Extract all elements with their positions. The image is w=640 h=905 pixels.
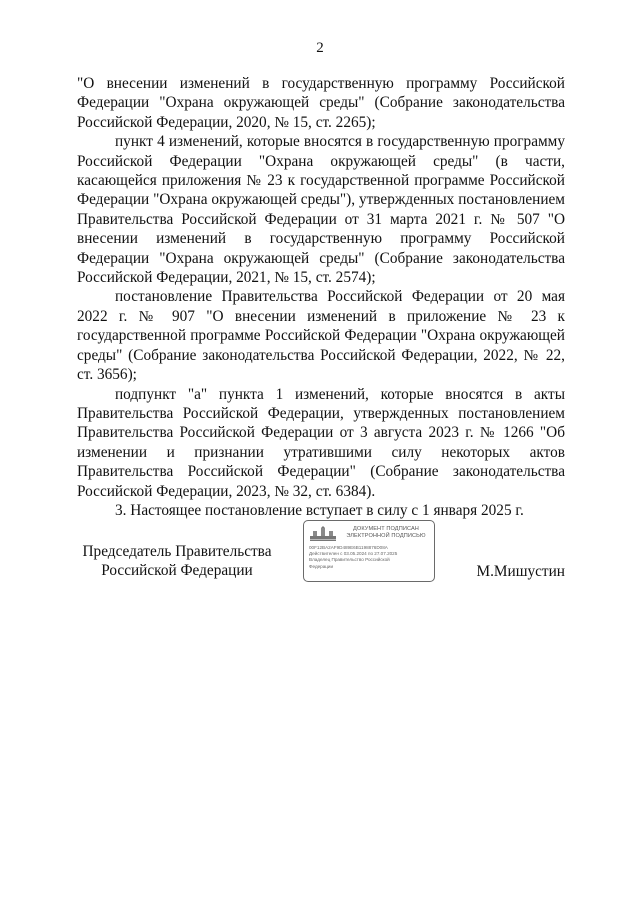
stamp-certificate-serial: 00F12BA2AF9D489E6B1198876D08A — [309, 545, 388, 550]
government-emblem-icon — [309, 526, 337, 542]
signatory-position-line-1: Председатель Правительства — [82, 543, 272, 560]
stamp-validity-period: Действителен с 03.05.2024 по 27.07.2025 — [309, 551, 398, 557]
electronic-signature-stamp — [303, 520, 435, 582]
page-number: 2 — [316, 40, 324, 56]
paragraph-5: 3. Настоящее постановление вступает в силу с 1 января 2025 г. — [115, 501, 524, 519]
stamp-title-line-1: ДОКУМЕНТ ПОДПИСАН — [353, 526, 419, 532]
stamp-title — [340, 526, 432, 540]
stamp-owner-line-2: Федерации — [309, 563, 334, 569]
signatory-position — [77, 542, 277, 581]
paragraph-4: подпункт "а" пункта 1 изменений, которые вносятся в акты Правительства Российской Федерации, утвержденных постановлением Правительства Российской Федерации от 3 августа 2023 г. № 1266 "Об изменении и признании утратившими силу некоторых актов Правительства Российской Федерации" (Собрание законодательства Российской Федерации, 2023, № 32, ст. 6384). — [77, 385, 565, 500]
stamp-certificate-details — [309, 545, 433, 570]
stamp-owner-line-1: Владелец Правительство Российской — [309, 557, 390, 563]
stamp-title-line-2: ЭЛЕКТРОННОЙ ПОДПИСЬЮ — [346, 533, 426, 539]
signature-block — [0, 520, 640, 590]
paragraph-2: пункт 4 изменений, которые вносятся в государственную программу Российской Федерации "Охрана окружающей среды" (в части, касающейся приложения № 23 к государственной программе Российской Федерации "Охрана окружающей среды"), утвержденных постановлением Правительства Российской Федерации от 31 марта 2021 г. № 507 "О внесении изменений в государственную программу Российской Федерации "Охрана окружающей среды" (Собрание законодательства Российской Федерации, 2021, № 15, ст. 2574); — [77, 133, 565, 287]
signatory-name: М.Мишустин — [476, 563, 565, 580]
signatory-position-line-2: Российской Федерации — [101, 562, 253, 580]
paragraph-3: постановление Правительства Российской Федерации от 20 мая 2022 г. № 907 "О внесении изменений в приложение № 23 к государственной программе Российской Федерации "Охрана окружающей среды" (Собрание законодательства Российской Федерации, 2022, № 22, ст. 3656); — [77, 288, 565, 384]
document-body — [77, 74, 565, 520]
paragraph-1: "О внесении изменений в государственную программу Российской Федерации "Охрана окружающей среды" (Собрание законодательства Российской Федерации, 2020, № 15, ст. 2265); — [77, 75, 565, 131]
